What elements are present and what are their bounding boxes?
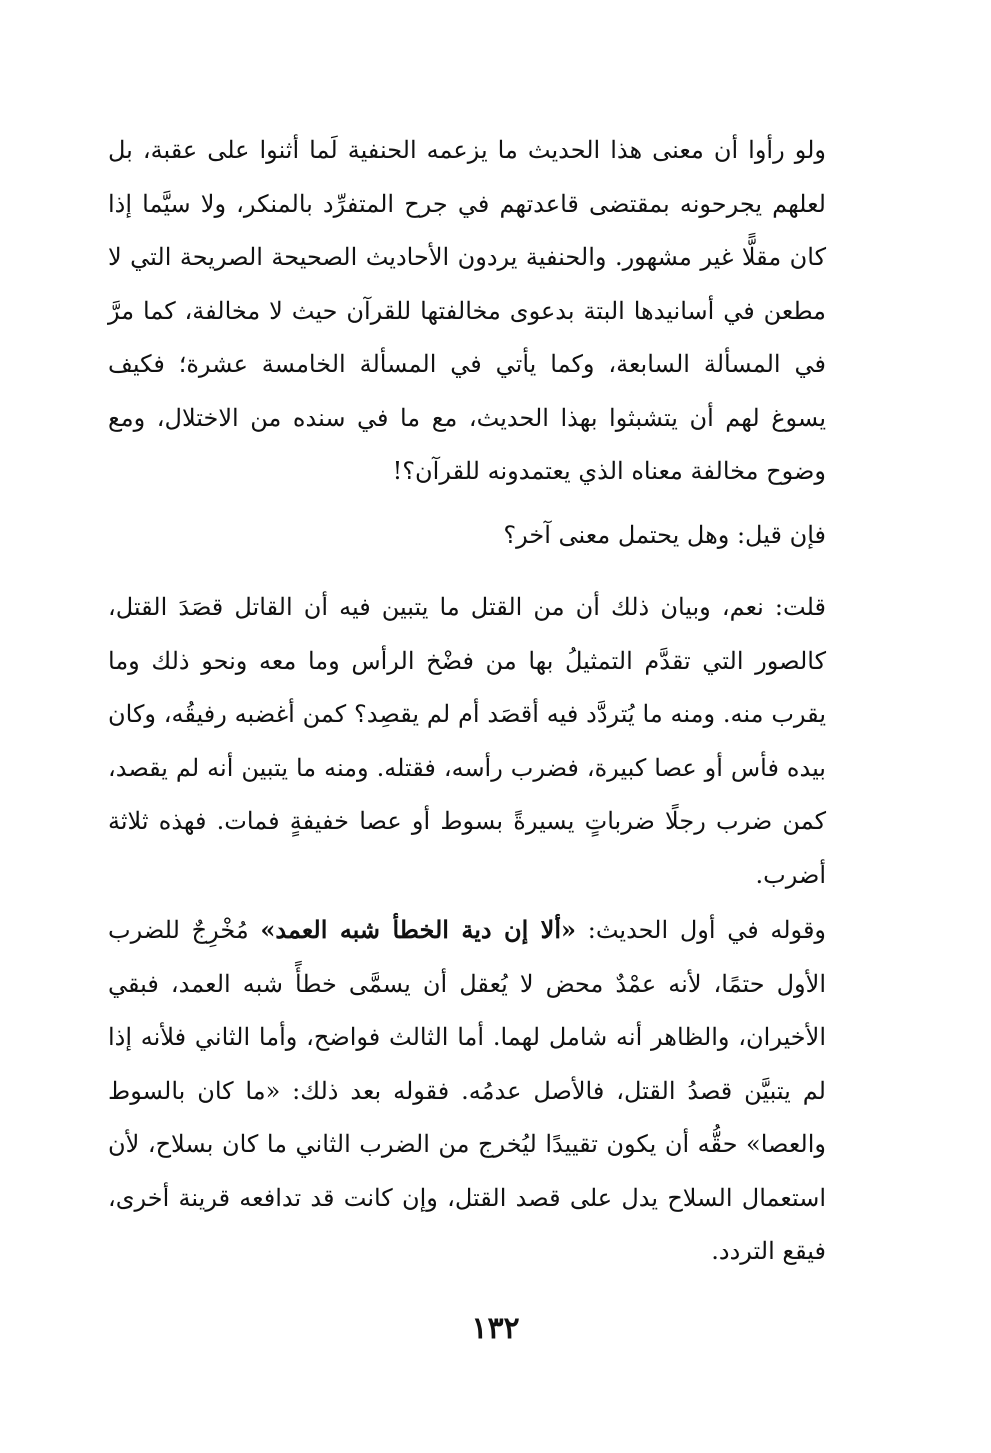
paragraph-4 [108, 903, 826, 1279]
paragraph-4-lead: وقوله في أول الحديث: [576, 916, 827, 944]
paragraph-2-text: فإن قيل: وهل يحتمل معنى آخر؟ [503, 521, 826, 549]
paragraph-1 [108, 124, 826, 499]
page-number: ١٣٢ [471, 1311, 520, 1346]
hadith-quote-bold: «ألا إن دية الخطأ شبه العمد» [260, 915, 577, 944]
paragraph-4-text [108, 903, 826, 1279]
paragraph-3-text: قلت: نعم، وبيان ذلك أن من القتل ما يتبين فيه أن القاتل قصَدَ القتل، كالصور التي تقدَّم التمثيلُ بها من فضْخ الرأس وما معه ونحو ذلك وما يقرب منه. ومنه ما يُتردَّد فيه أقصَد أم لم يقصِد؟ كمن أغضبه رفيقُه، وكان بيده فأس أو عصا كبيرة، فضرب رأسه، فقتله. ومنه ما يتبين أنه لم يقصد، كمن ضرب رجلًا ضرباتٍ يسيرةً بسوط أو عصا خفيفةٍ فمات. فهذه ثلاثة أضرب. [108, 593, 826, 889]
paragraph-2 [108, 509, 826, 563]
paragraph-4-rest: مُخْرِجٌ للضرب الأول حتمًا، لأنه عمْدٌ محض لا يُعقل أن يسمَّى خطأً شبه العمد، فبقي الأخيران، والظاهر أنه شامل لهما. أما الثالث فواضح، وأما الثاني فلأنه إذا لم يتبيَّن قصدُ القتل، فالأصل عدمُه. فقوله بعد ذلك: «ما كان بالسوط والعصا» حقُّه أن يكون تقييدًا ليُخرج من الضرب الثاني ما كان بسلاح، لأن استعمال السلاح يدل على قصد القتل، وإن كانت قد تدافعه قرينة أخرى، فيقع التردد. [108, 916, 827, 1265]
paragraph-3 [108, 581, 826, 902]
paragraph-1-text: ولو رأوا أن معنى هذا الحديث ما يزعمه الحنفية لَما أثنوا على عقبة، بل لعلهم يجرحونه بمقتضى قاعدتهم في جرح المتفرِّد بالمنكر، ولا سيَّما إذا كان مقلًّا غير مشهور. والحنفية يردون الأحاديث الصحيحة الصريحة التي لا مطعن في أسانيدها البتة بدعوى مخالفتها للقرآن حيث لا مخالفة، كما مرَّ في المسألة السابعة، وكما يأتي في المسألة الخامسة عشرة؛ فكيف يسوغ لهم أن يتشبثوا بهذا الحديث، مع ما في سنده من الاختلال، ومع وضوح مخالفة معناه الذي يعتمدونه للقرآن؟! [108, 136, 826, 485]
